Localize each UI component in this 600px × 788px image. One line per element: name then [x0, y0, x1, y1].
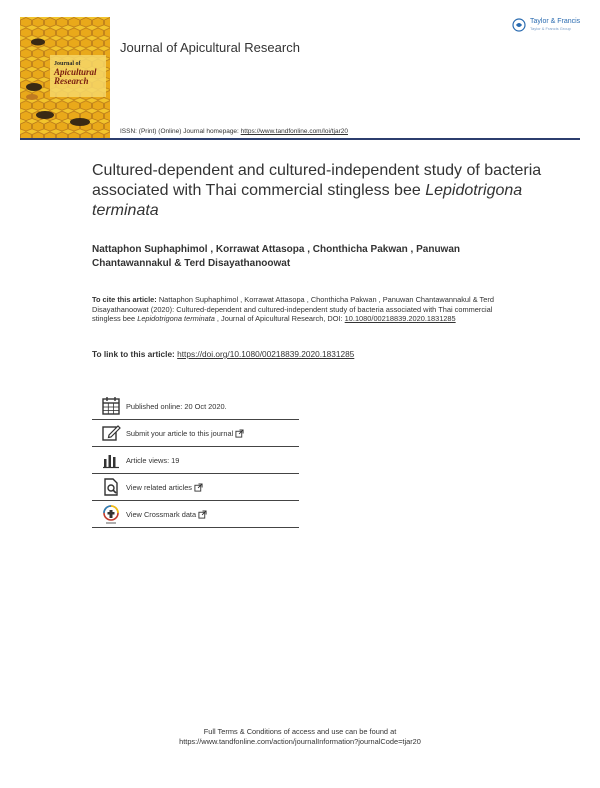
article-authors: Nattaphon Suphaphimol , Korrawat Attasopa , Chonthicha Pakwan , Panuwan Chantawannakul & Terd Disayathanoowat	[92, 244, 460, 269]
article-title-text: Cultured-dependent and cultured-independent study of bacteria associated with Thai commercial stingless bee	[92, 162, 542, 199]
article-title-species: Lepidotrigona terminata	[92, 182, 523, 219]
external-link-icon	[198, 510, 207, 519]
external-link-icon	[235, 429, 244, 438]
published-online-text: Published online: 20 Oct 2020.	[126, 401, 227, 411]
submit-article-link[interactable]: Submit your article to this journal	[126, 428, 234, 438]
terms-footer-line1: Full Terms & Conditions of access and use can be found at	[203, 727, 397, 736]
calendar-icon	[100, 395, 122, 417]
article-link-line	[92, 349, 354, 359]
terms-footer	[0, 727, 600, 747]
cover-title	[54, 61, 104, 86]
crossmark-row[interactable]	[92, 501, 299, 527]
publisher-logo-name: Taylor & Francis	[530, 18, 581, 25]
external-link-icon	[194, 483, 203, 492]
journal-title: Journal of Apicultural Research	[120, 40, 300, 55]
crossmark-link[interactable]: View Crossmark data	[126, 509, 197, 519]
publisher-logo	[512, 18, 580, 32]
article-link-label: To link to this article:	[92, 349, 178, 359]
citation-text: Nattaphon Suphaphimol , Korrawat Attasopa , Chonthicha Pakwan , Panuwan Chantawannakul & Terd Disayathanoowat (2020): Cultured-dependent and cultured-independent study of bacteria associated with Thai commercial stingless bee	[92, 295, 494, 324]
published-online-row	[92, 393, 299, 419]
bar-chart-icon	[100, 449, 122, 471]
header-divider	[20, 138, 580, 140]
citation-doi-link[interactable]: 10.1080/00218839.2020.1831285	[344, 314, 456, 324]
document-search-icon	[100, 476, 122, 498]
issn-line	[120, 128, 348, 135]
citation-species: Lepidotrigona terminata	[137, 314, 215, 324]
meta-divider	[92, 527, 299, 528]
issn-label: ISSN: (Print) (Online) Journal homepage:	[120, 128, 241, 135]
journal-homepage-link[interactable]: https://www.tandfonline.com/loi/tjar20	[240, 128, 348, 135]
journal-cover-image	[20, 17, 110, 138]
cover-title-line1: Journal of	[54, 61, 81, 67]
cover-title-line3: Research	[54, 76, 89, 86]
edit-icon	[100, 422, 122, 444]
publisher-logo-group: Taylor & Francis Group	[530, 26, 571, 31]
citation-journal: , Journal of Apicultural Research, DOI:	[214, 314, 345, 324]
article-views-row	[92, 447, 299, 473]
related-articles-row[interactable]	[92, 474, 299, 500]
related-articles-link[interactable]: View related articles	[126, 482, 192, 492]
submit-article-row[interactable]	[92, 420, 299, 446]
terms-footer-url[interactable]: https://www.tandfonline.com/action/journalInformation?journalCode=tjar20	[179, 737, 421, 746]
article-views-text: Article views: 19	[126, 455, 180, 465]
taylor-francis-logo-icon	[512, 18, 526, 32]
citation-label: To cite this article:	[92, 295, 157, 304]
crossmark-icon	[100, 503, 122, 525]
article-meta-list	[92, 393, 299, 528]
article-title	[92, 161, 552, 221]
cover-title-line2: Apicultural	[54, 67, 97, 77]
citation-block	[92, 295, 510, 324]
article-doi-url-link[interactable]: https://doi.org/10.1080/00218839.2020.1831285	[177, 349, 355, 359]
